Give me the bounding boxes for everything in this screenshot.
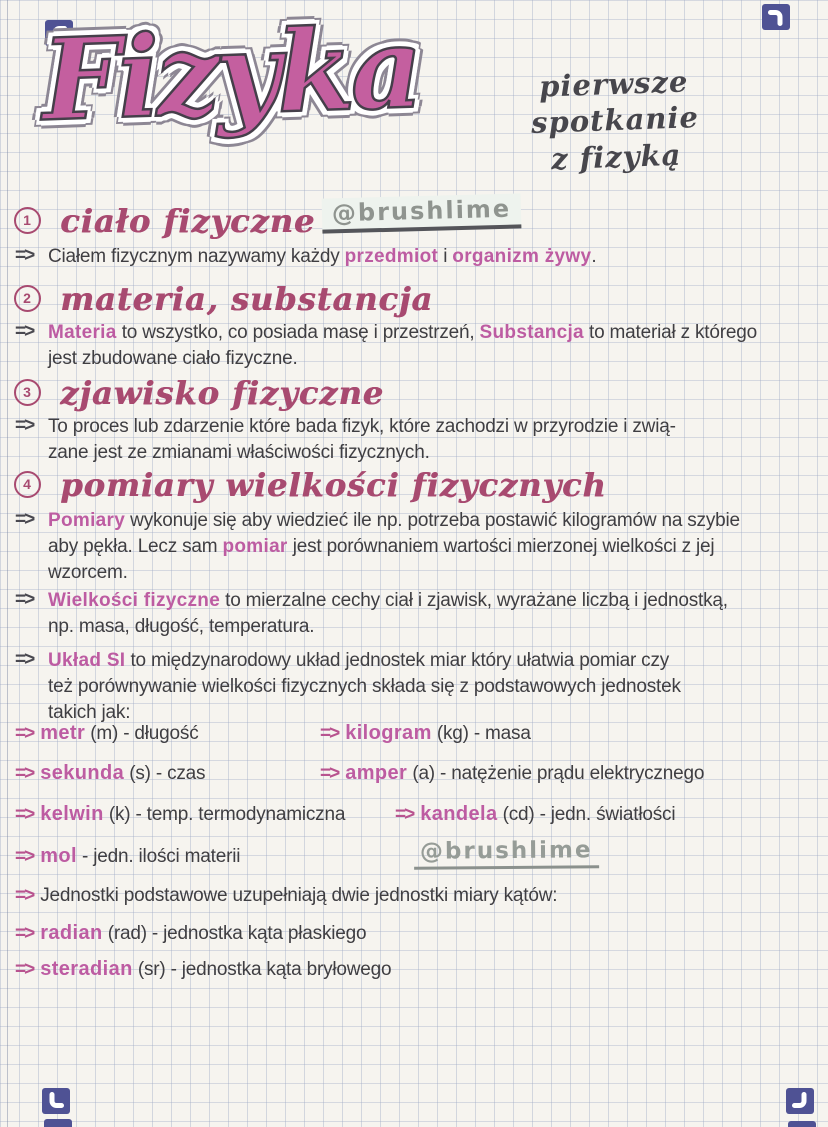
unit-desc: (a) - natężenie prądu elektrycznego <box>407 763 705 784</box>
bullet-arrow: => <box>15 245 34 266</box>
page-title: Fizyka <box>39 2 422 147</box>
definition-pomiary <box>15 508 828 586</box>
registration-mark-partial-bottom-left-icon <box>44 1119 72 1127</box>
definition-text: to materiał z którego <box>583 322 757 343</box>
definition-text: zane jest ze zmianami właściwości fizycznych. <box>48 442 430 463</box>
bullet-arrow: => <box>15 649 34 670</box>
bullet-arrow: => <box>15 509 34 530</box>
unit-name: kandela <box>420 803 498 825</box>
section-heading-pomiary-wielkosci <box>14 466 607 504</box>
definition-text: wykonuje się aby wiedzieć ile np. potrzeba postawić kilogramów na szybie <box>125 510 740 531</box>
definition-materia-substancja <box>15 320 828 372</box>
keyword-pomiary: Pomiary <box>48 510 126 531</box>
unit-name: kelwin <box>40 803 104 825</box>
keyword-wielkosci-fizyczne: Wielkości fizyczne <box>48 590 221 611</box>
definition-text: też porównywanie wielkości fizycznych składa się z podstawowych jednostek <box>48 676 681 697</box>
bullet-arrow: => <box>15 804 34 825</box>
unit-item-steradian <box>15 958 391 981</box>
unit-item-mol <box>15 845 240 868</box>
definition-text: to mierzalne cechy ciał i zjawisk, wyrażane liczbą i jednostką, <box>220 590 728 611</box>
definition-text: to wszystko, co posiada masę i przestrzeń, <box>116 322 480 343</box>
definition-text: to międzynarodowy układ jednostek miar który ułatwia pomiar czy <box>125 650 670 671</box>
bullet-arrow: => <box>15 321 34 342</box>
definition-text: jest zbudowane ciało fizyczne. <box>48 348 298 369</box>
definition-text: jest porównaniem wartości mierzonej wielkości z jej <box>287 536 715 557</box>
section-heading-text: ciało fizyczne <box>60 202 316 240</box>
unit-desc: (m) - długość <box>85 723 199 744</box>
unit-item-kilogram <box>320 722 531 745</box>
definition-text: np. masa, długość, temperatura. <box>48 616 315 637</box>
unit-desc: (sr) - jednostka kąta bryłowego <box>132 959 392 980</box>
unit-desc: (k) - temp. termodynamiczna <box>103 804 346 825</box>
unit-name: sekunda <box>40 762 125 784</box>
unit-name: mol <box>40 845 77 867</box>
section-number-badge: 1 <box>14 207 41 234</box>
unit-name: kilogram <box>345 722 432 744</box>
keyword-substancja: Substancja <box>479 322 584 343</box>
definition-text: aby pękła. Lecz sam <box>48 536 223 557</box>
keyword-organizm-zywy: organizm żywy <box>452 246 592 267</box>
unit-item-sekunda <box>15 762 205 785</box>
section-heading-text: zjawisko fizyczne <box>60 374 384 412</box>
definition-uklad-si <box>15 648 828 726</box>
definition-text: takich jak: <box>48 702 131 723</box>
section-heading-materia-substancja <box>14 280 433 318</box>
section-heading-text: pomiary wielkości fizycznych <box>60 466 607 504</box>
unit-item-amper <box>320 762 704 785</box>
definition-text: . <box>591 246 597 267</box>
keyword-przedmiot: przedmiot <box>344 246 439 267</box>
unit-item-radian <box>15 922 366 945</box>
unit-desc: (cd) - jedn. światłości <box>497 804 676 825</box>
intro-text: Jednostki podstawowe uzupełniają dwie jednostki miary kątów: <box>40 885 558 906</box>
watermark-brushlime-bottom: @brushlime <box>414 837 599 870</box>
unit-desc: (rad) - jednostka kąta płaskiego <box>102 923 367 944</box>
keyword-pomiar: pomiar <box>222 536 288 557</box>
section-heading-text: materia, substancja <box>60 280 434 318</box>
watermark-brushlime-top: @brushlime <box>322 193 522 233</box>
section-number-badge: 2 <box>14 285 41 312</box>
registration-mark-bottom-left-icon <box>42 1088 70 1114</box>
definition-text: i <box>438 246 453 267</box>
bullet-arrow: => <box>15 723 34 744</box>
registration-mark-bottom-right-icon <box>786 1088 814 1114</box>
bullet-arrow: => <box>320 723 339 744</box>
subtitle-line-2: z fizyką <box>550 137 682 176</box>
unit-name: metr <box>40 722 86 744</box>
section-heading-zjawisko-fizyczne <box>14 374 384 412</box>
section-number-badge: 3 <box>14 379 41 406</box>
keyword-materia: Materia <box>48 322 117 343</box>
unit-name: steradian <box>40 958 133 980</box>
definition-zjawisko-fizyczne <box>15 414 828 466</box>
unit-name: radian <box>40 922 103 944</box>
definition-text: wzorcem. <box>48 562 128 583</box>
registration-mark-partial-bottom-right-icon <box>788 1121 816 1127</box>
unit-desc: - jedn. ilości materii <box>76 846 241 867</box>
registration-mark-top-right-icon <box>762 4 790 30</box>
bullet-arrow: => <box>15 885 34 906</box>
bullet-arrow: => <box>15 959 34 980</box>
bullet-arrow: => <box>15 846 34 867</box>
section-number-badge: 4 <box>14 471 41 498</box>
unit-desc: (kg) - masa <box>431 723 531 744</box>
bullet-arrow: => <box>15 589 34 610</box>
unit-name: amper <box>345 762 408 784</box>
bullet-arrow: => <box>15 415 34 436</box>
definition-cialo-fizyczne <box>15 244 828 270</box>
subtitle-line-1: pierwsze spotkanie <box>530 64 700 141</box>
definition-wielkosci-fizyczne <box>15 588 828 640</box>
unit-item-metr <box>15 722 199 745</box>
unit-item-kelwin <box>15 803 345 826</box>
angle-units-intro <box>15 885 557 907</box>
definition-text: Ciałem fizycznym nazywamy każdy <box>48 246 345 267</box>
page-subtitle <box>453 60 777 180</box>
bullet-arrow: => <box>395 804 414 825</box>
bullet-arrow: => <box>15 923 34 944</box>
keyword-uklad-si: Układ SI <box>48 650 126 671</box>
unit-desc: (s) - czas <box>124 763 206 784</box>
bullet-arrow: => <box>15 763 34 784</box>
unit-item-kandela <box>395 803 675 826</box>
section-heading-cialo-fizyczne <box>14 202 315 240</box>
bullet-arrow: => <box>320 763 339 784</box>
definition-text: To proces lub zdarzenie które bada fizyk, które zachodzi w przyrodzie i zwią- <box>48 416 676 437</box>
